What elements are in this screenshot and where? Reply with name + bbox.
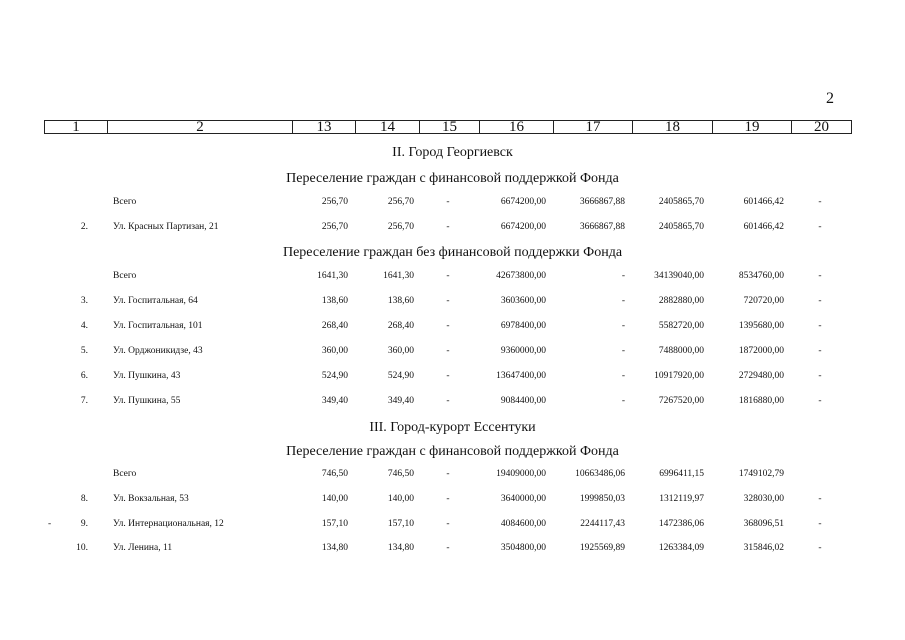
cell-col-18: 7267520,00 (658, 396, 704, 406)
cell-col-19: 601466,42 (743, 197, 784, 207)
cell-col-17: 1999850,03 (579, 494, 625, 504)
cell-col-18: 2405865,70 (658, 222, 704, 232)
header-col-20: 20 (792, 121, 852, 134)
program-heading: Переселение граждан без финансовой поддержки Фонда (282, 245, 623, 260)
row-number: 2. (80, 222, 88, 232)
cell-col-13: 256,70 (321, 222, 348, 232)
cell-col-16: 6674200,00 (500, 197, 546, 207)
cell-col-13: 268,40 (321, 321, 348, 331)
cell-col-15: - (446, 321, 450, 331)
cell-col-14: 140,00 (387, 494, 414, 504)
cell-col-17: 10663486,06 (575, 469, 625, 479)
cell-col-15: - (446, 222, 450, 232)
cell-col-20: - (818, 519, 822, 529)
cell-col-17: - (621, 271, 625, 281)
cell-col-16: 6674200,00 (500, 222, 546, 232)
cell-col-19: 1749102,79 (738, 469, 784, 479)
cell-col-15: - (446, 197, 450, 207)
header-col-18: 18 (633, 121, 713, 134)
cell-col-20: - (818, 222, 822, 232)
cell-col-16: 4084600,00 (500, 519, 546, 529)
cell-col-16: 19409000,00 (496, 469, 546, 479)
row-number: 4. (80, 321, 88, 331)
cell-col-20: - (818, 321, 822, 331)
row-number: 6. (80, 371, 88, 381)
header-col-15: 15 (420, 121, 480, 134)
header-col-13: 13 (293, 121, 356, 134)
cell-col-20: - (818, 346, 822, 356)
cell-col-17: - (621, 321, 625, 331)
cell-col-15: - (446, 371, 450, 381)
row-address: Ул. Орджоникидзе, 43 (113, 346, 203, 356)
cell-col-20: - (818, 371, 822, 381)
cell-col-17: - (621, 296, 625, 306)
cell-col-13: 256,70 (321, 197, 348, 207)
cell-col-19: 1872000,00 (738, 346, 784, 356)
column-number-header (44, 120, 852, 134)
cell-col-13: 140,00 (321, 494, 348, 504)
program-heading: Переселение граждан с финансовой поддержкой Фонда (286, 171, 619, 186)
cell-col-13: 746,50 (321, 469, 348, 479)
cell-col-15: - (446, 296, 450, 306)
row-address: Всего (113, 469, 137, 479)
cell-col-19: 8534760,00 (738, 271, 784, 281)
header-col-2: 2 (108, 121, 293, 134)
row-address: Ул. Пушкина, 55 (113, 396, 181, 406)
cell-col-17: 2244117,43 (580, 519, 625, 529)
cell-col-19: 720720,00 (743, 296, 784, 306)
cell-col-13: 134,80 (321, 543, 348, 553)
cell-col-16: 3603600,00 (500, 296, 546, 306)
table-row (0, 396, 905, 412)
row-number: 10. (76, 543, 88, 553)
page-number: 2 (826, 90, 834, 107)
cell-col-19: 368096,51 (743, 519, 784, 529)
cell-col-15: - (446, 494, 450, 504)
cell-col-16: 9084400,00 (500, 396, 546, 406)
cell-col-17: 3666867,88 (579, 197, 625, 207)
row-number: 9. (80, 519, 88, 529)
cell-col-19: 1395680,00 (738, 321, 784, 331)
header-col-1: 1 (45, 121, 108, 134)
cell-col-17: 3666867,88 (579, 222, 625, 232)
cell-col-18: 10917920,00 (654, 371, 704, 381)
cell-col-17: - (621, 371, 625, 381)
cell-col-15: - (446, 519, 450, 529)
table-row (0, 197, 905, 213)
row-number: 3. (80, 296, 88, 306)
cell-col-17: - (621, 396, 625, 406)
cell-col-18: 7488000,00 (658, 346, 704, 356)
row-address: Ул. Интернациональная, 12 (113, 519, 224, 529)
city-heading: III. Город-курорт Ессентуки (369, 420, 536, 435)
city-heading: II. Город Георгиевск (392, 145, 513, 160)
cell-col-20: - (818, 271, 822, 281)
row-margin-dash: - (48, 519, 52, 529)
cell-col-13: 360,00 (321, 346, 348, 356)
row-address: Ул. Вокзальная, 53 (113, 494, 189, 504)
cell-col-17: - (621, 346, 625, 356)
header-col-19: 19 (713, 121, 792, 134)
row-number: 5. (80, 346, 88, 356)
cell-col-13: 157,10 (321, 519, 348, 529)
cell-col-15: - (446, 271, 450, 281)
cell-col-16: 9360000,00 (500, 346, 546, 356)
cell-col-20: - (818, 396, 822, 406)
row-address: Ул. Ленина, 11 (113, 543, 173, 553)
table-row (0, 271, 905, 287)
cell-col-16: 6978400,00 (500, 321, 546, 331)
cell-col-17: 1925569,89 (579, 543, 625, 553)
cell-col-14: 134,80 (387, 543, 414, 553)
table-row (0, 519, 905, 535)
table-row (0, 222, 905, 238)
cell-col-20: - (818, 296, 822, 306)
cell-col-13: 524,90 (321, 371, 348, 381)
cell-col-16: 42673800,00 (496, 271, 546, 281)
cell-col-19: 601466,42 (743, 222, 784, 232)
row-number: 7. (80, 396, 88, 406)
row-address: Ул. Красных Партизан, 21 (113, 222, 219, 232)
header-col-14: 14 (356, 121, 420, 134)
cell-col-13: 349,40 (321, 396, 348, 406)
row-address: Всего (113, 271, 137, 281)
cell-col-18: 1263384,09 (658, 543, 704, 553)
cell-col-19: 1816880,00 (738, 396, 784, 406)
cell-col-19: 2729480,00 (738, 371, 784, 381)
table-row (0, 371, 905, 387)
cell-col-15: - (446, 543, 450, 553)
row-address: Ул. Пушкина, 43 (113, 371, 181, 381)
cell-col-14: 157,10 (387, 519, 414, 529)
cell-col-19: 328030,00 (743, 494, 784, 504)
row-number: 8. (80, 494, 88, 504)
cell-col-13: 138,60 (321, 296, 348, 306)
cell-col-16: 13647400,00 (496, 371, 546, 381)
row-address: Всего (113, 197, 137, 207)
cell-col-14: 138,60 (387, 296, 414, 306)
cell-col-14: 256,70 (387, 197, 414, 207)
cell-col-18: 2882880,00 (658, 296, 704, 306)
cell-col-14: 268,40 (387, 321, 414, 331)
cell-col-18: 6996411,15 (659, 469, 704, 479)
cell-col-18: 5582720,00 (658, 321, 704, 331)
cell-col-16: 3504800,00 (500, 543, 546, 553)
cell-col-15: - (446, 469, 450, 479)
table-row (0, 296, 905, 312)
cell-col-14: 1641,30 (383, 271, 414, 281)
cell-col-15: - (446, 396, 450, 406)
cell-col-18: 1312119,97 (659, 494, 704, 504)
cell-col-15: - (446, 346, 450, 356)
cell-col-14: 349,40 (387, 396, 414, 406)
table-row (0, 321, 905, 337)
cell-col-20: - (818, 197, 822, 207)
cell-col-20: - (818, 494, 822, 504)
cell-col-14: 524,90 (387, 371, 414, 381)
table-row (0, 543, 905, 559)
cell-col-16: 3640000,00 (500, 494, 546, 504)
cell-col-18: 2405865,70 (658, 197, 704, 207)
program-heading: Переселение граждан с финансовой поддержкой Фонда (286, 444, 619, 459)
header-col-16: 16 (480, 121, 554, 134)
header-col-17: 17 (554, 121, 633, 134)
cell-col-14: 746,50 (387, 469, 414, 479)
cell-col-18: 34139040,00 (654, 271, 704, 281)
cell-col-20: - (818, 543, 822, 553)
cell-col-14: 256,70 (387, 222, 414, 232)
cell-col-19: 315846,02 (743, 543, 784, 553)
cell-col-13: 1641,30 (317, 271, 348, 281)
table-row (0, 469, 905, 485)
cell-col-18: 1472386,06 (658, 519, 704, 529)
cell-col-14: 360,00 (387, 346, 414, 356)
table-row (0, 494, 905, 510)
row-address: Ул. Госпитальная, 101 (113, 321, 203, 331)
row-address: Ул. Госпитальная, 64 (113, 296, 198, 306)
table-row (0, 346, 905, 362)
